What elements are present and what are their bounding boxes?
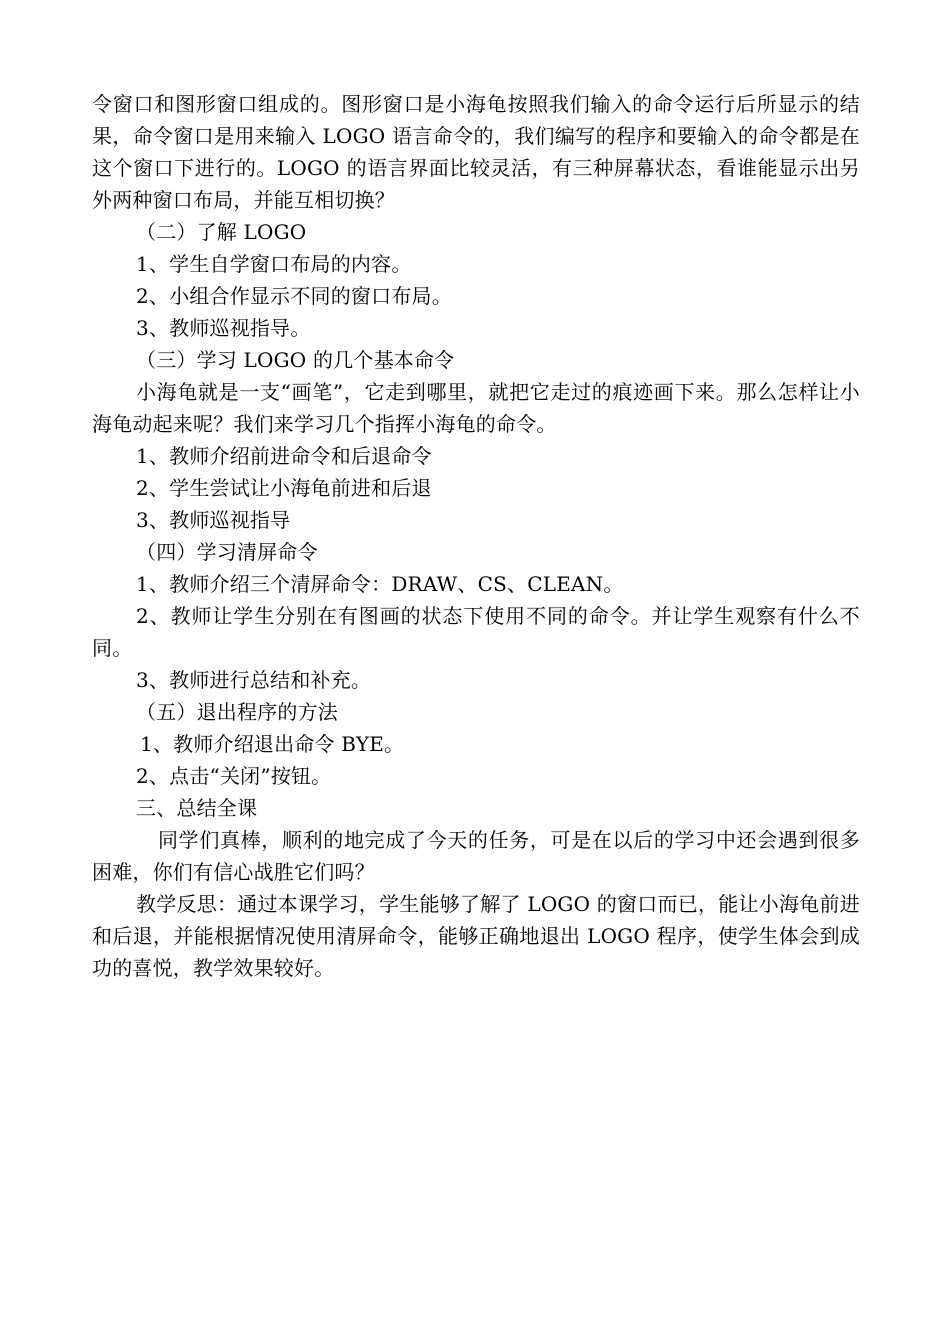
list-item: 1、学生自学窗口布局的内容。 — [136, 252, 412, 276]
section-heading-summary: 三、总结全课 — [136, 796, 258, 820]
paragraph-turtle: 小海龟就是一支“画笔”，它走到哪里，就把它走过的痕迹画下来。那么怎样让小海龟动起来呢？我们来学习几个指挥小海龟的命令。 — [92, 380, 860, 436]
list-item: 3、教师进行总结和补充。 — [136, 668, 372, 692]
list-item: 1、教师介绍退出命令 BYE。 — [140, 732, 405, 756]
list-item: 2、小组合作显示不同的窗口布局。 — [136, 284, 452, 308]
list-item: 3、教师巡视指导 — [136, 508, 291, 532]
paragraph-intro: 令窗口和图形窗口组成的。图形窗口是小海龟按照我们输入的命令运行后所显示的结果，命令窗口是用来输入 LOGO 语言命令的，我们编写的程序和要输入的命令都是在这个窗口下进行的。LOGO 的语言界面比较灵活，有三种屏幕状态，看谁能显示出另外两种窗口布局，并能互相切换？ — [92, 92, 860, 212]
section-heading-4: （四）学习清屏命令 — [136, 540, 318, 564]
list-item: 1、教师介绍三个清屏命令：DRAW、CS、CLEAN。 — [136, 572, 624, 596]
paragraph-summary: 同学们真棒，顺利的地完成了今天的任务，可是在以后的学习中还会遇到很多困难，你们有信心战胜它们吗？ — [92, 828, 860, 884]
section-heading-3: （三）学习 LOGO 的几个基本命令 — [136, 348, 455, 372]
list-item: 2、点击“关闭”按钮。 — [136, 764, 332, 788]
section-heading-5: （五）退出程序的方法 — [136, 700, 338, 724]
list-item: 2、教师让学生分别在有图画的状态下使用不同的命令。并让学生观察有什么不同。 — [92, 604, 860, 660]
list-item: 1、教师介绍前进命令和后退命令 — [136, 444, 432, 468]
section-heading-2: （二）了解 LOGO — [136, 220, 307, 244]
list-item: 2、学生尝试让小海龟前进和后退 — [136, 476, 432, 500]
paragraph-reflection: 教学反思：通过本课学习，学生能够了解了 LOGO 的窗口而已，能让小海龟前进和后退，并能根据情况使用清屏命令，能够正确地退出 LOGO 程序，使学生体会到成功的喜悦，教学效果较好。 — [92, 892, 860, 980]
list-item: 3、教师巡视指导。 — [136, 316, 311, 340]
document-body — [92, 88, 860, 984]
